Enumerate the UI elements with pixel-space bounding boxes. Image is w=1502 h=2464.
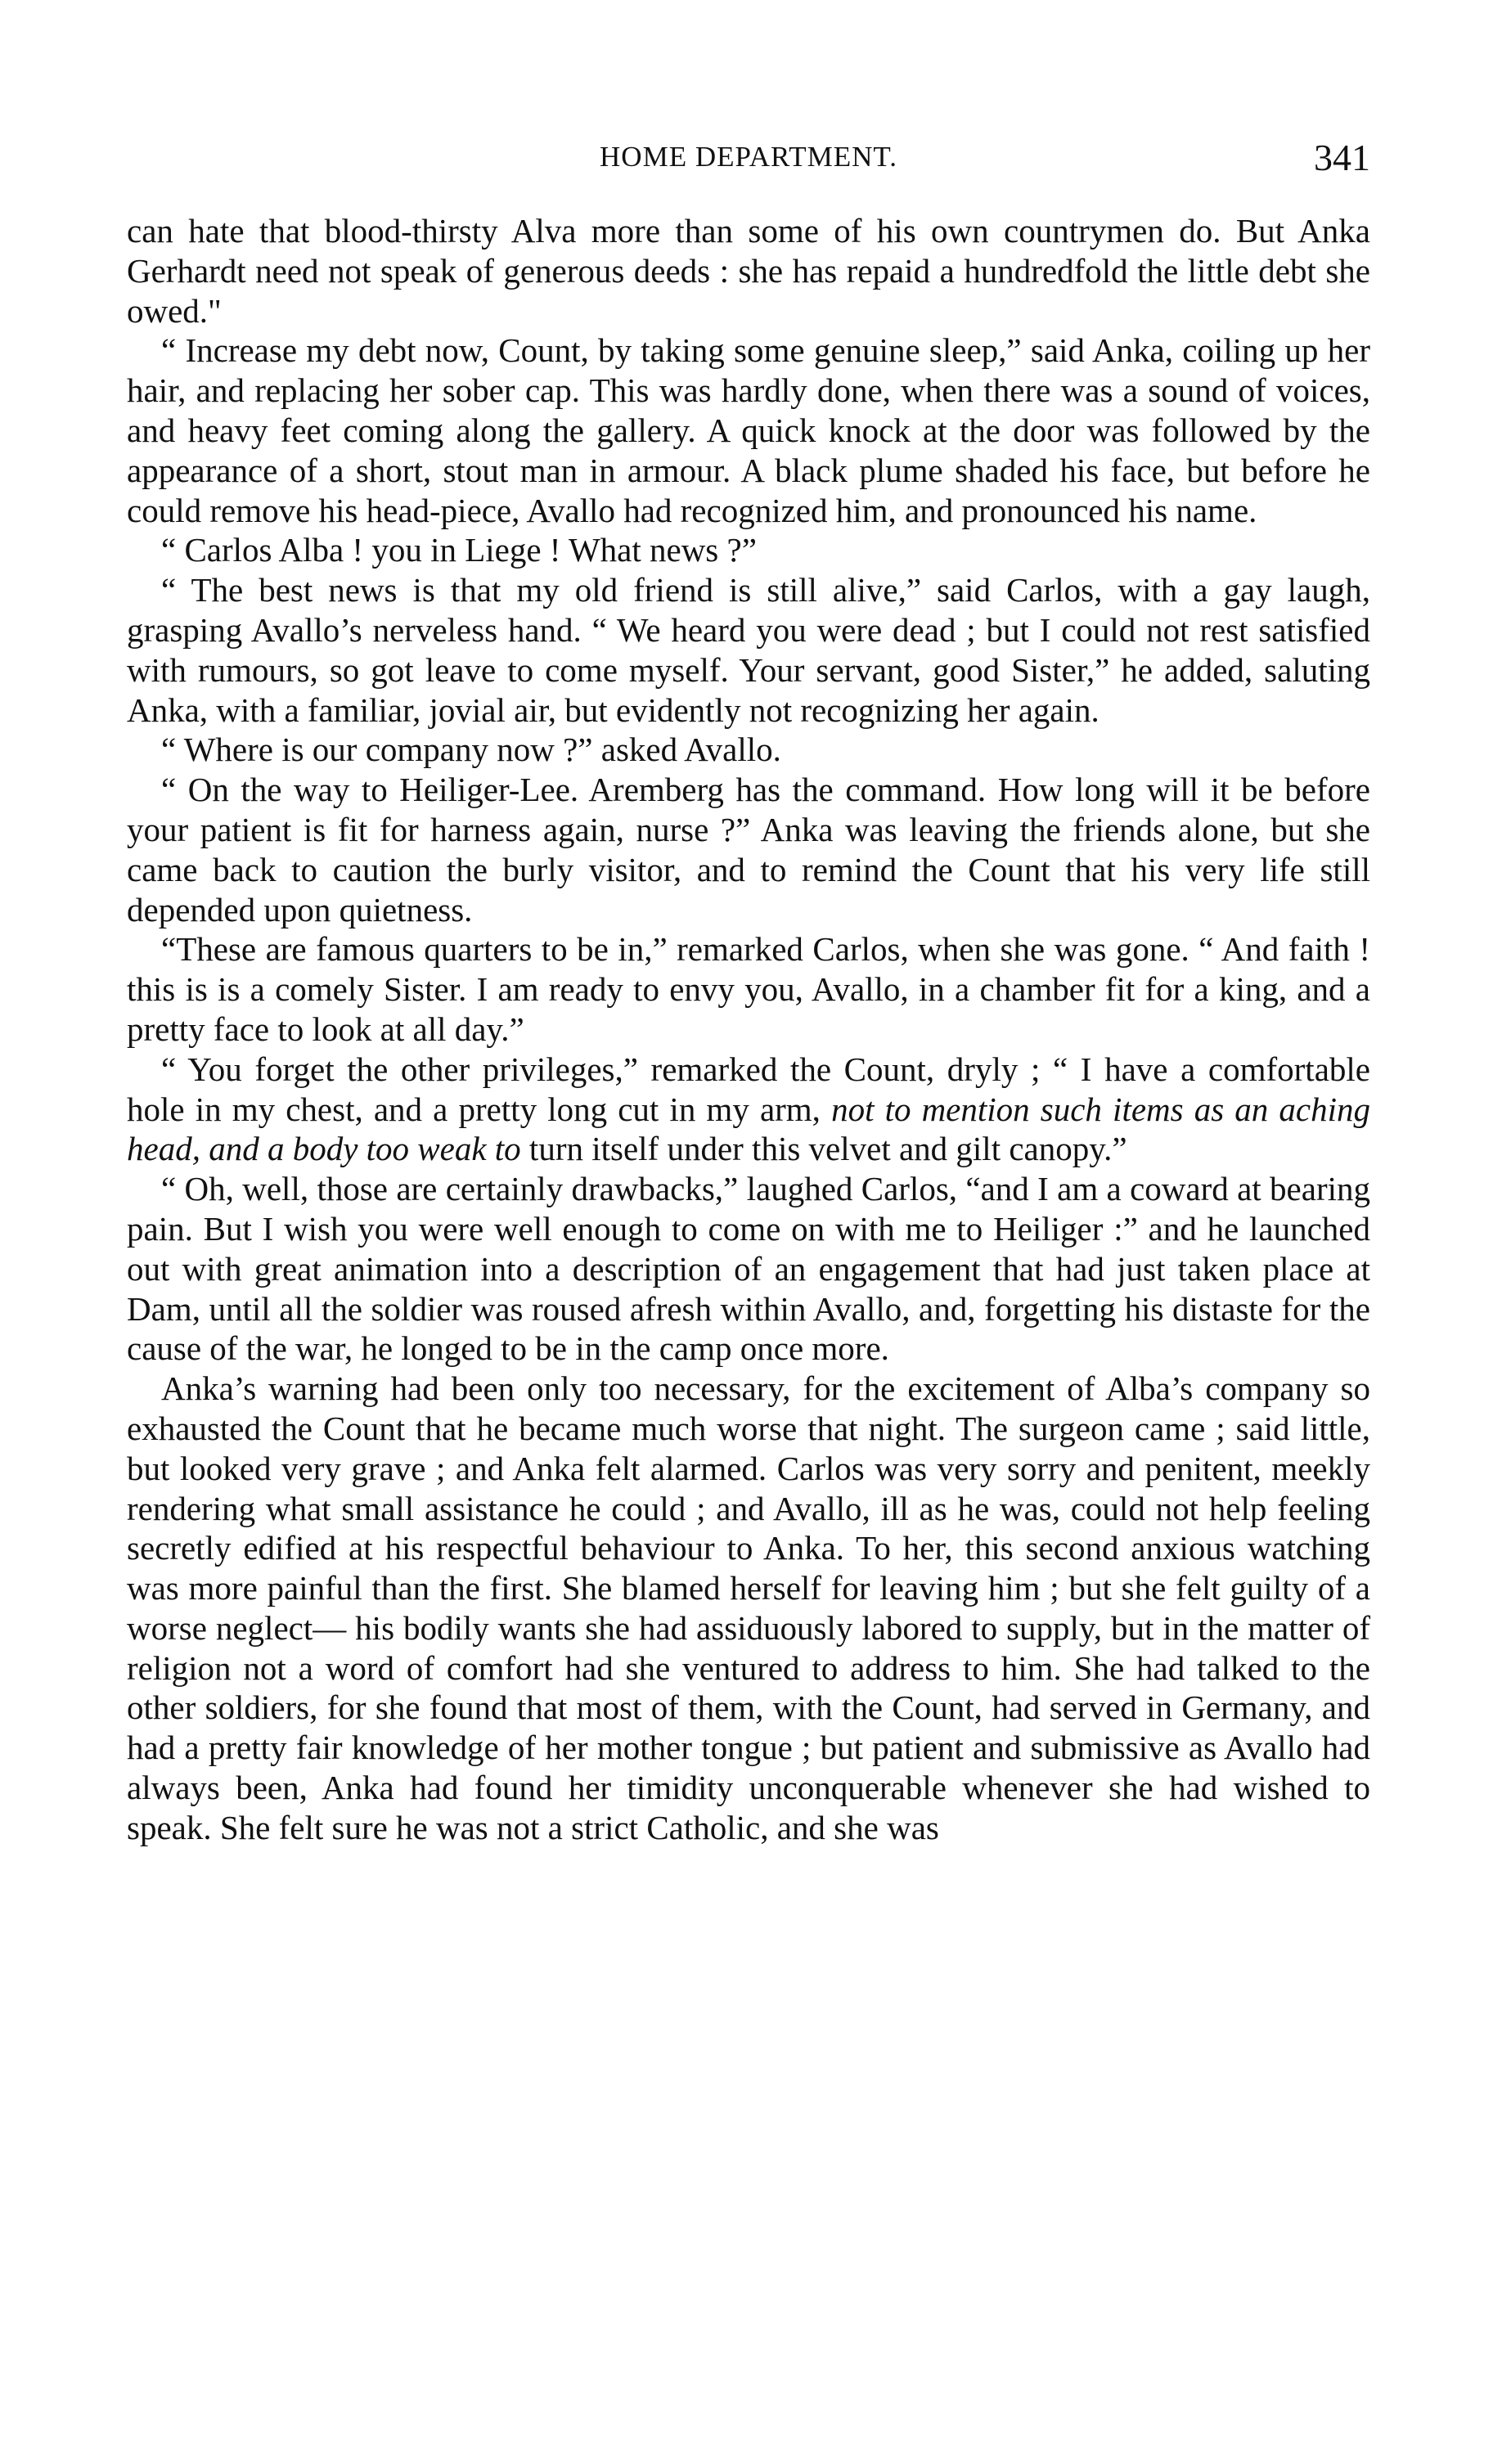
paragraph: “These are famous quarters to be in,” remarked Carlos, when she was gone. “ And faith ! this is is a comely Sister. I am ready to envy you, Avallo, in a chamber fit for a king, and a pretty face to look at all day.” xyxy=(127,930,1370,1048)
paragraph: can hate that blood-thirsty Alva more than some of his own countrymen do. But Anka Gerhardt need not speak of generous deeds : she has repaid a hundredfold the little debt she owed." xyxy=(127,212,1370,330)
body-text xyxy=(127,211,1370,1848)
page-header xyxy=(127,137,1370,190)
paragraph-text: turn itself under this velvet and gilt canopy.” xyxy=(520,1130,1127,1168)
paragraph: Anka’s warning had been only too necessary, for the excitement of Alba’s company so exhausted the Count that he became much worse that night. The surgeon came ; said little, but looked very grave ; and Anka felt alarmed. Carlos was very sorry and penitent, meekly rendering what small assistance he could ; and Avallo, ill as he was, could not help feeling secretly edified at his respectful behaviour to Anka. To her, this second anxious watching was more painful than the first. She blamed herself for leaving him ; but she felt guilty of a worse neglect— his bodily wants she had assiduously labored to supply, but in the matter of religion not a word of comfort had she ventured to address to him. She had talked to the other soldiers, for she found that most of them, with the Count, had served in Germany, and had a pretty fair knowledge of her mother tongue ; but patient and submissive as Avallo had always been, Anka had found her timidity unconquerable whenever she had wished to speak. She felt sure he was not a strict Catholic, and she was xyxy=(127,1369,1370,1846)
paragraph xyxy=(127,1050,1370,1169)
paragraph: “ Where is our company now ?” asked Avallo. xyxy=(161,731,781,769)
paragraph: “ Increase my debt now, Count, by taking some genuine sleep,” said Anka, coiling up her hair, and replacing her sober cap. This was hardly done, when there was a sound of voices, and heavy feet coming along the gallery. A quick knock at the door was followed by the appearance of a short, stout man in armour. A black plume shaded his face, but before he could remove his head-piece, Avallo had recognized him, and pronounced his name. xyxy=(127,331,1370,529)
paragraph: “ Oh, well, those are certainly drawbacks,” laughed Carlos, “and I am a coward at bearing pain. But I wish you were well enough to come on with me to Heiliger :” and he launched out with great animation into a description of an engagement that had just taken place at Dam, until all the soldier was roused afresh within Avallo, and, forgetting his distaste for the cause of the war, he longed to be in the camp once more. xyxy=(127,1170,1370,1368)
paragraph-text: “ You forget the other privileges,” remarked the Count, dryly ; “ I have a comfortable hole in my chest, and a pretty long cut in my arm, xyxy=(127,1050,1370,1128)
running-head: HOME DEPARTMENT. xyxy=(600,141,897,173)
paragraph: “ The best news is that my old friend is still alive,” said Carlos, with a gay laugh, grasping Avallo’s nerveless hand. “ We heard you were dead ; but I could not rest satisfied with rumours, so got leave to come myself. Your servant, good Sister,” he added, saluting Anka, with a familiar, jovial air, but evidently not recognizing her again. xyxy=(127,571,1370,729)
paragraph: “ On the way to Heiliger-Lee. Aremberg has the command. How long will it be before your patient is fit for harness again, nurse ?” Anka was leaving the friends alone, but she came back to caution the burly visitor, and to remind the Count that his very life still depended upon quietness. xyxy=(127,771,1370,928)
paragraph: “ Carlos Alba ! you in Liege ! What news ?” xyxy=(161,531,757,569)
italic-text: not to mention such items as an aching head, and a body too weak to xyxy=(127,1090,1370,1168)
page-number: 341 xyxy=(1314,137,1370,178)
